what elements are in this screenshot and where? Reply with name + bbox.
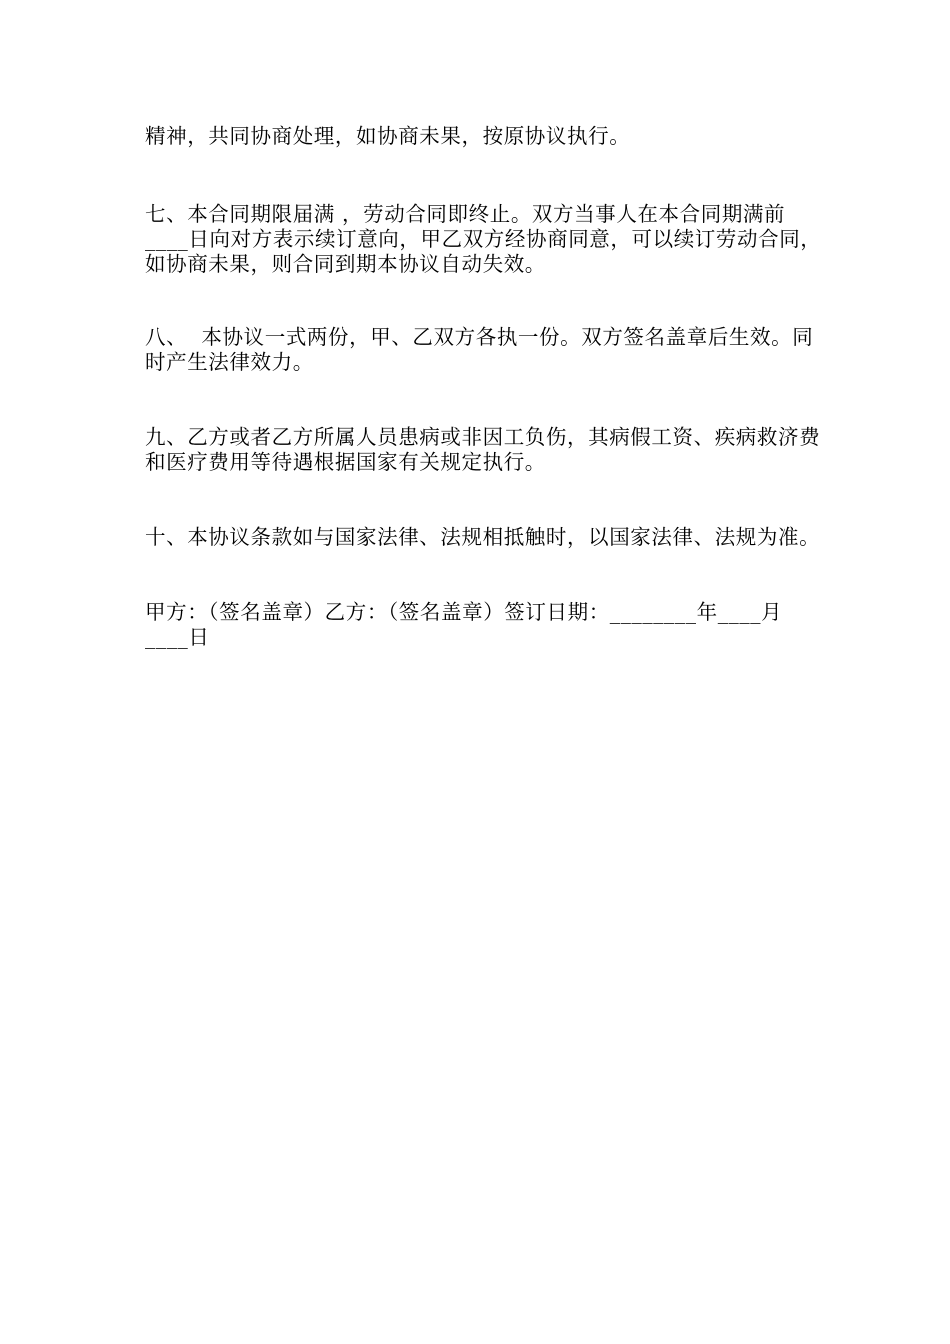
signature-line: 甲方：（签名盖章）乙方：（签名盖章）签订日期：________年____月____日	[145, 600, 783, 649]
clause-8-paragraph: 八、 本协议一式两份，甲、乙双方各执一份。双方签名盖章后生效。同时产生法律效力。	[145, 325, 814, 374]
clause-9-paragraph: 九、乙方或者乙方所属人员患病或非因工负伤，其病假工资、疾病救济费和医疗费用等待遇根据国家有关规定执行。	[145, 425, 821, 474]
clause-7-paragraph: 七、本合同期限届满 ，劳动合同即终止。双方当事人在本合同期满前____日向对方表示续订意向，甲乙双方经协商同意，可以续订劳动合同，如协商未果，则合同到期本协议自动失效。	[145, 202, 822, 276]
paragraph-continuation: 精神，共同协商处理，如协商未果，按原协议执行。	[145, 124, 631, 148]
clause-10-paragraph: 十、本协议条款如与国家法律、法规相抵触时，以国家法律、法规为准。	[145, 525, 821, 549]
